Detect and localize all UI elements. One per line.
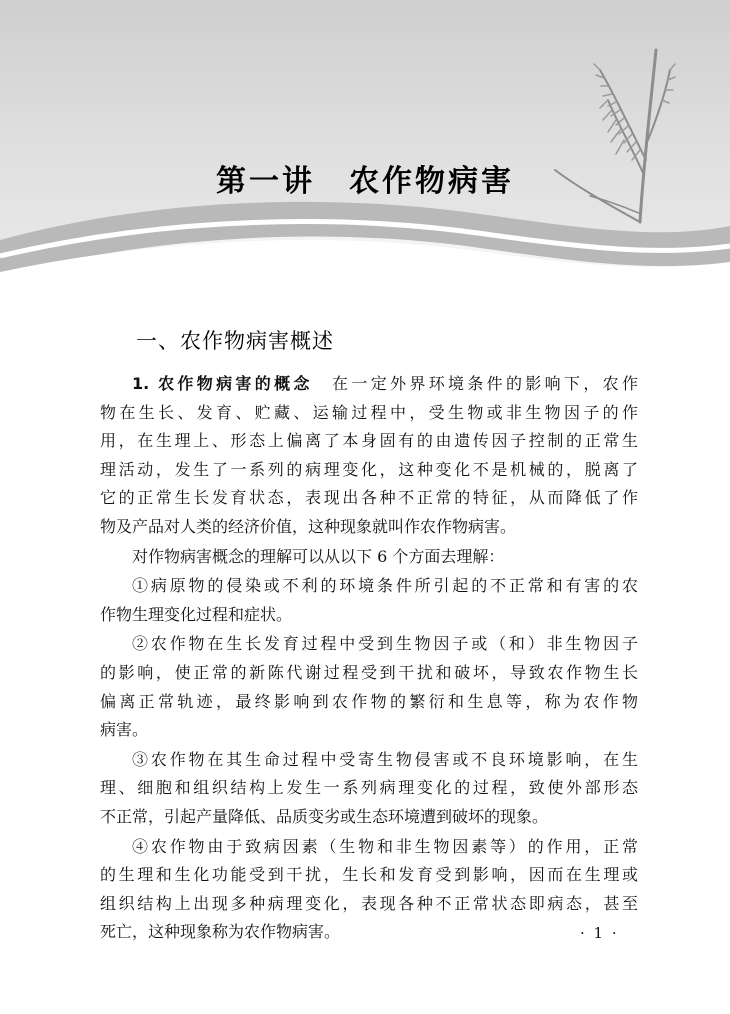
chapter-number: 第一讲: [216, 164, 315, 199]
text-line: 对作物病害概念的理解可以从以下 6 个方面去理解：: [132, 546, 505, 566]
text-line: 组织结构上出现多种病理变化，表现各种不正常状态即病态，甚至: [100, 893, 638, 913]
text-line: 病害。: [100, 720, 149, 740]
text-line: 作物生理变化过程和症状。: [100, 604, 293, 624]
text-line: 偏离正常轨迹，最终影响到农作物的繁衍和生息等，称为农作物: [100, 691, 638, 711]
text-line: 理、细胞和组织结构上发生一系列病理变化的过程，致使外部形态: [100, 778, 638, 798]
chapter-title: [0, 156, 730, 200]
text-line: ①病原物的侵染或不利的环境条件所引起的不正常和有害的农: [132, 576, 638, 596]
text-line: 死亡，这种现象称为农作物病害。: [100, 922, 341, 942]
text-line: 物在生长、发育、贮藏、运输过程中，受生物或非生物因子的作: [100, 402, 638, 422]
text-line: 1. 农作物病害的概念 在一定外界环境条件的影响下，农作: [132, 374, 638, 393]
text-line: 用，在生理上、形态上偏离了本身固有的由遗传因子控制的正常生: [100, 431, 638, 451]
paragraph-point-1: [100, 572, 638, 629]
paragraph-point-3: [100, 746, 638, 832]
header-banner: [0, 0, 730, 300]
text-line: ③农作物在其生命过程中受寄生物侵害或不良环境影响，在生: [132, 749, 638, 769]
text-line: 它的正常生长发育状态，表现出各种不正常的特征，从而降低了作: [100, 488, 638, 508]
paragraph-concept: [100, 370, 638, 542]
text-line: 的影响，使正常的新陈代谢过程受到干扰和破坏，导致农作物生长: [100, 662, 638, 682]
paragraph-lead: 1. 农作物病害的概念: [132, 374, 313, 393]
paragraph-intro: [100, 543, 638, 572]
body-text: [100, 370, 638, 948]
section-heading: 一、农作物病害概述: [136, 329, 334, 353]
text-line: ②农作物在生长发育过程中受到生物因子或（和）非生物因子: [132, 634, 638, 654]
text-line: 的生理和生化功能受到干扰，生长和发育受到影响，因而在生理或: [100, 865, 638, 885]
paragraph-point-4: [100, 833, 638, 947]
text-line: 物及产品对人类的经济价值，这种现象就叫作农作物病害。: [100, 516, 517, 536]
chapter-name: 农作物病害: [349, 164, 514, 199]
text-line: ④农作物由于致病因素（生物和非生物因素等）的作用，正常: [132, 836, 638, 856]
wave-decoration: [0, 0, 730, 300]
paragraph-point-2: [100, 630, 638, 744]
text-line: 不正常，引起产量降低、品质变劣或生态环境遭到破坏的现象。: [100, 806, 549, 826]
text-line: 理活动，发生了一系列的病理变化，这种变化不是机械的，脱离了: [100, 459, 638, 479]
page-number: · 1 ·: [580, 924, 619, 942]
